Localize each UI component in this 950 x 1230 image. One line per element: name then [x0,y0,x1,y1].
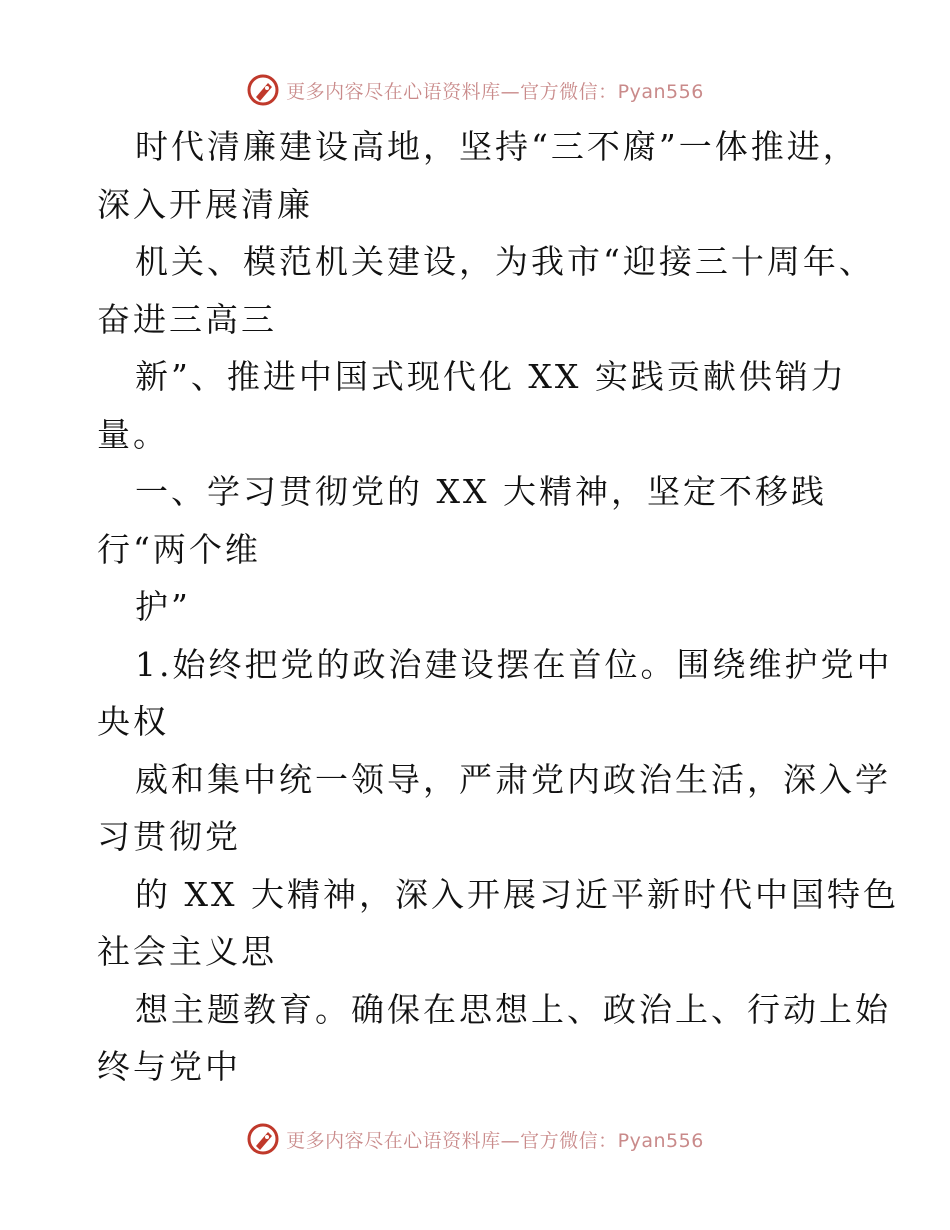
text-line: 新”、推进中国式现代化 XX 实践贡献供销力 [135,357,847,396]
section-heading-line: 行“两个维 [97,529,261,569]
text-line: 量。 [97,414,169,454]
pen-nib-seal-icon [246,73,280,107]
text-line: 威和集中统一领导，严肃党内政治生活，深入学 [135,759,891,799]
text-line: 1.始终把党的政治建设摆在首位。围绕维护党中 [135,644,893,684]
header-watermark-banner [0,70,950,110]
footer-banner-text: 更多内容尽在心语资料库—官方微信：Pyan556 [286,1129,704,1152]
text-line: 想主题教育。确保在思想上、政治上、行动上始 [135,989,891,1029]
text-line: 机关、模范机关建设，为我市“迎接三十周年、 [135,242,875,281]
text-line: 习贯彻党 [97,817,241,856]
pen-nib-seal-icon [246,1122,280,1156]
section-heading-line: 护” [135,587,191,626]
footer-watermark-banner [0,1119,950,1159]
document-body [0,118,950,1096]
text-line: 时代清廉建设高地，坚持“三不腐”一体推进， [135,127,859,166]
section-heading-line: 一、学习贯彻党的 XX 大精神，坚定不移践 [135,472,827,511]
header-banner-text: 更多内容尽在心语资料库—官方微信：Pyan556 [286,80,704,103]
text-line: 终与党中 [97,1047,241,1086]
text-line: 社会主义思 [97,932,277,971]
text-line: 的 XX 大精神，深入开展习近平新时代中国特色 [135,874,899,914]
text-line: 深入开展清廉 [97,184,313,224]
text-line: 央权 [97,702,169,741]
text-line: 奋进三高三 [97,299,277,339]
